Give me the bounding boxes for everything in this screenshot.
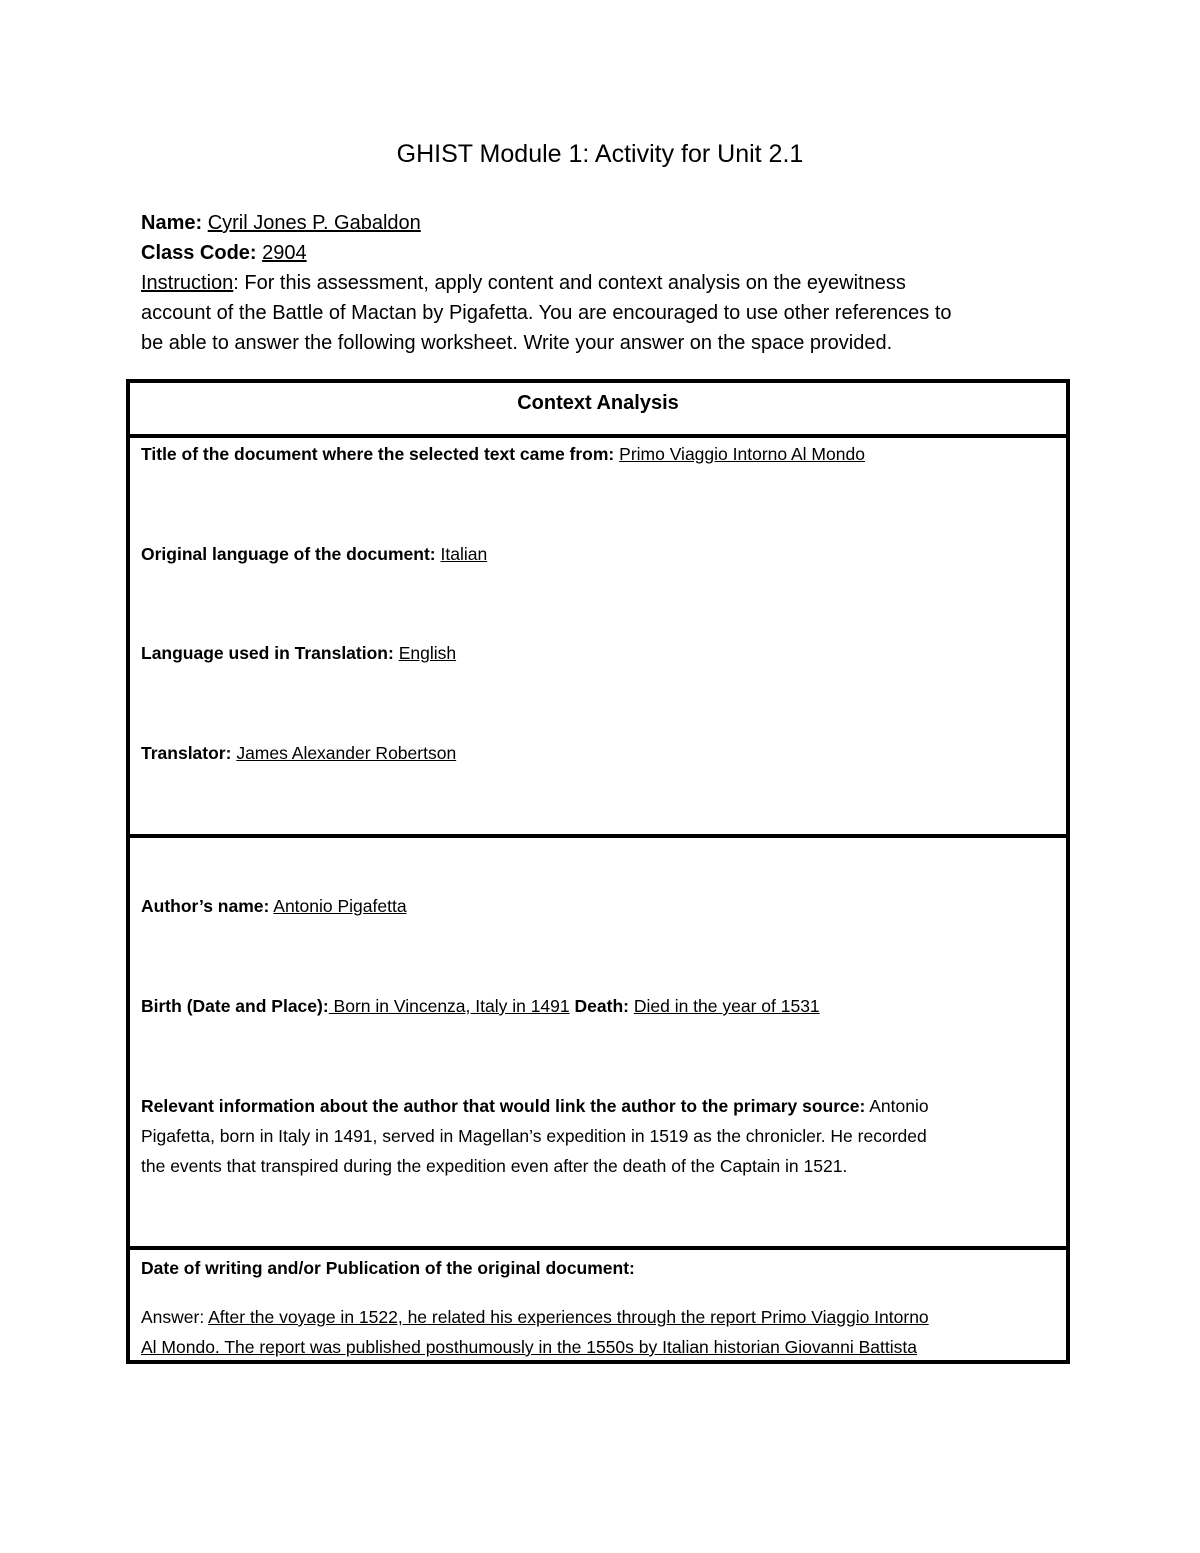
table-heading: Context Analysis	[130, 383, 1066, 438]
document-title-label: Title of the document where the selected text came from:	[141, 444, 615, 464]
relevant-info-label: Relevant information about the author that would link the author to the primary source:	[141, 1096, 866, 1116]
author-section	[130, 838, 1066, 1250]
context-analysis-table	[126, 379, 1070, 1364]
document-title: GHIST Module 1: Activity for Unit 2.1	[396, 140, 804, 168]
document-section	[130, 438, 1066, 838]
translator-field	[141, 738, 1051, 768]
birth-value: Born in Vincenza, Italy in 1491	[328, 996, 570, 1016]
answer-field	[141, 1302, 1051, 1362]
translation-language-field	[141, 638, 1051, 668]
original-language-value: Italian	[440, 544, 488, 564]
publication-section	[130, 1250, 1066, 1360]
relevant-info-line-1	[141, 1091, 1051, 1121]
answer-line-1	[141, 1302, 1051, 1332]
class-code-label: Class Code:	[141, 242, 257, 264]
death-value: Died in the year of 1531	[633, 996, 820, 1016]
answer-line-2	[141, 1332, 1051, 1362]
class-code-line	[141, 238, 1071, 268]
translator-value: James Alexander Robertson	[236, 743, 457, 763]
instruction-label: Instruction	[141, 272, 234, 294]
answer-text-2: Al Mondo. The report was published posthumously in the 1550s by Italian historian Giovanni Battista	[141, 1337, 917, 1357]
instruction-line-1	[141, 268, 1071, 298]
name-line	[141, 208, 1071, 238]
birth-label: Birth (Date and Place):	[141, 996, 329, 1016]
document-title-value: Primo Viaggio Intorno Al Mondo	[619, 444, 865, 464]
instruction-text-1: : For this assessment, apply content and context analysis on the eyewitness	[233, 272, 906, 294]
name-label: Name:	[141, 212, 203, 234]
instruction-line-2: account of the Battle of Mactan by Pigafetta. You are encouraged to use other references to	[141, 302, 952, 324]
document-title-field	[141, 439, 1051, 469]
translation-language-value: English	[398, 643, 457, 663]
birth-death-field	[141, 991, 1051, 1021]
answer-label: Answer:	[141, 1307, 205, 1327]
instruction-line-3: be able to answer the following worksheet. Write your answer on the space provided.	[141, 332, 893, 354]
publication-date-field	[141, 1253, 1051, 1283]
author-value: Antonio Pigafetta	[273, 896, 407, 916]
author-label: Author’s name:	[141, 896, 270, 916]
class-code-value: 2904	[262, 242, 307, 264]
relevant-info-line-3: the events that transpired during the expedition even after the death of the Captain in 1521.	[141, 1156, 848, 1176]
header-block	[141, 208, 1071, 358]
translator-label: Translator:	[141, 743, 232, 763]
original-language-label: Original language of the document:	[141, 544, 436, 564]
answer-text-1: After the voyage in 1522, he related his experiences through the report Primo Viaggio Intorno	[208, 1307, 929, 1327]
original-language-field	[141, 539, 1051, 569]
name-value: Cyril Jones P. Gabaldon	[207, 212, 421, 234]
publication-date-label: Date of writing and/or Publication of the original document:	[141, 1258, 635, 1278]
author-field	[141, 891, 1051, 921]
relevant-info-field	[141, 1091, 1051, 1181]
death-label: Death:	[574, 996, 629, 1016]
relevant-info-text-1: Antonio	[865, 1096, 929, 1116]
translation-language-label: Language used in Translation:	[141, 643, 394, 663]
relevant-info-line-2: Pigafetta, born in Italy in 1491, served in Magellan’s expedition in 1519 as the chronicler. He recorded	[141, 1126, 927, 1146]
